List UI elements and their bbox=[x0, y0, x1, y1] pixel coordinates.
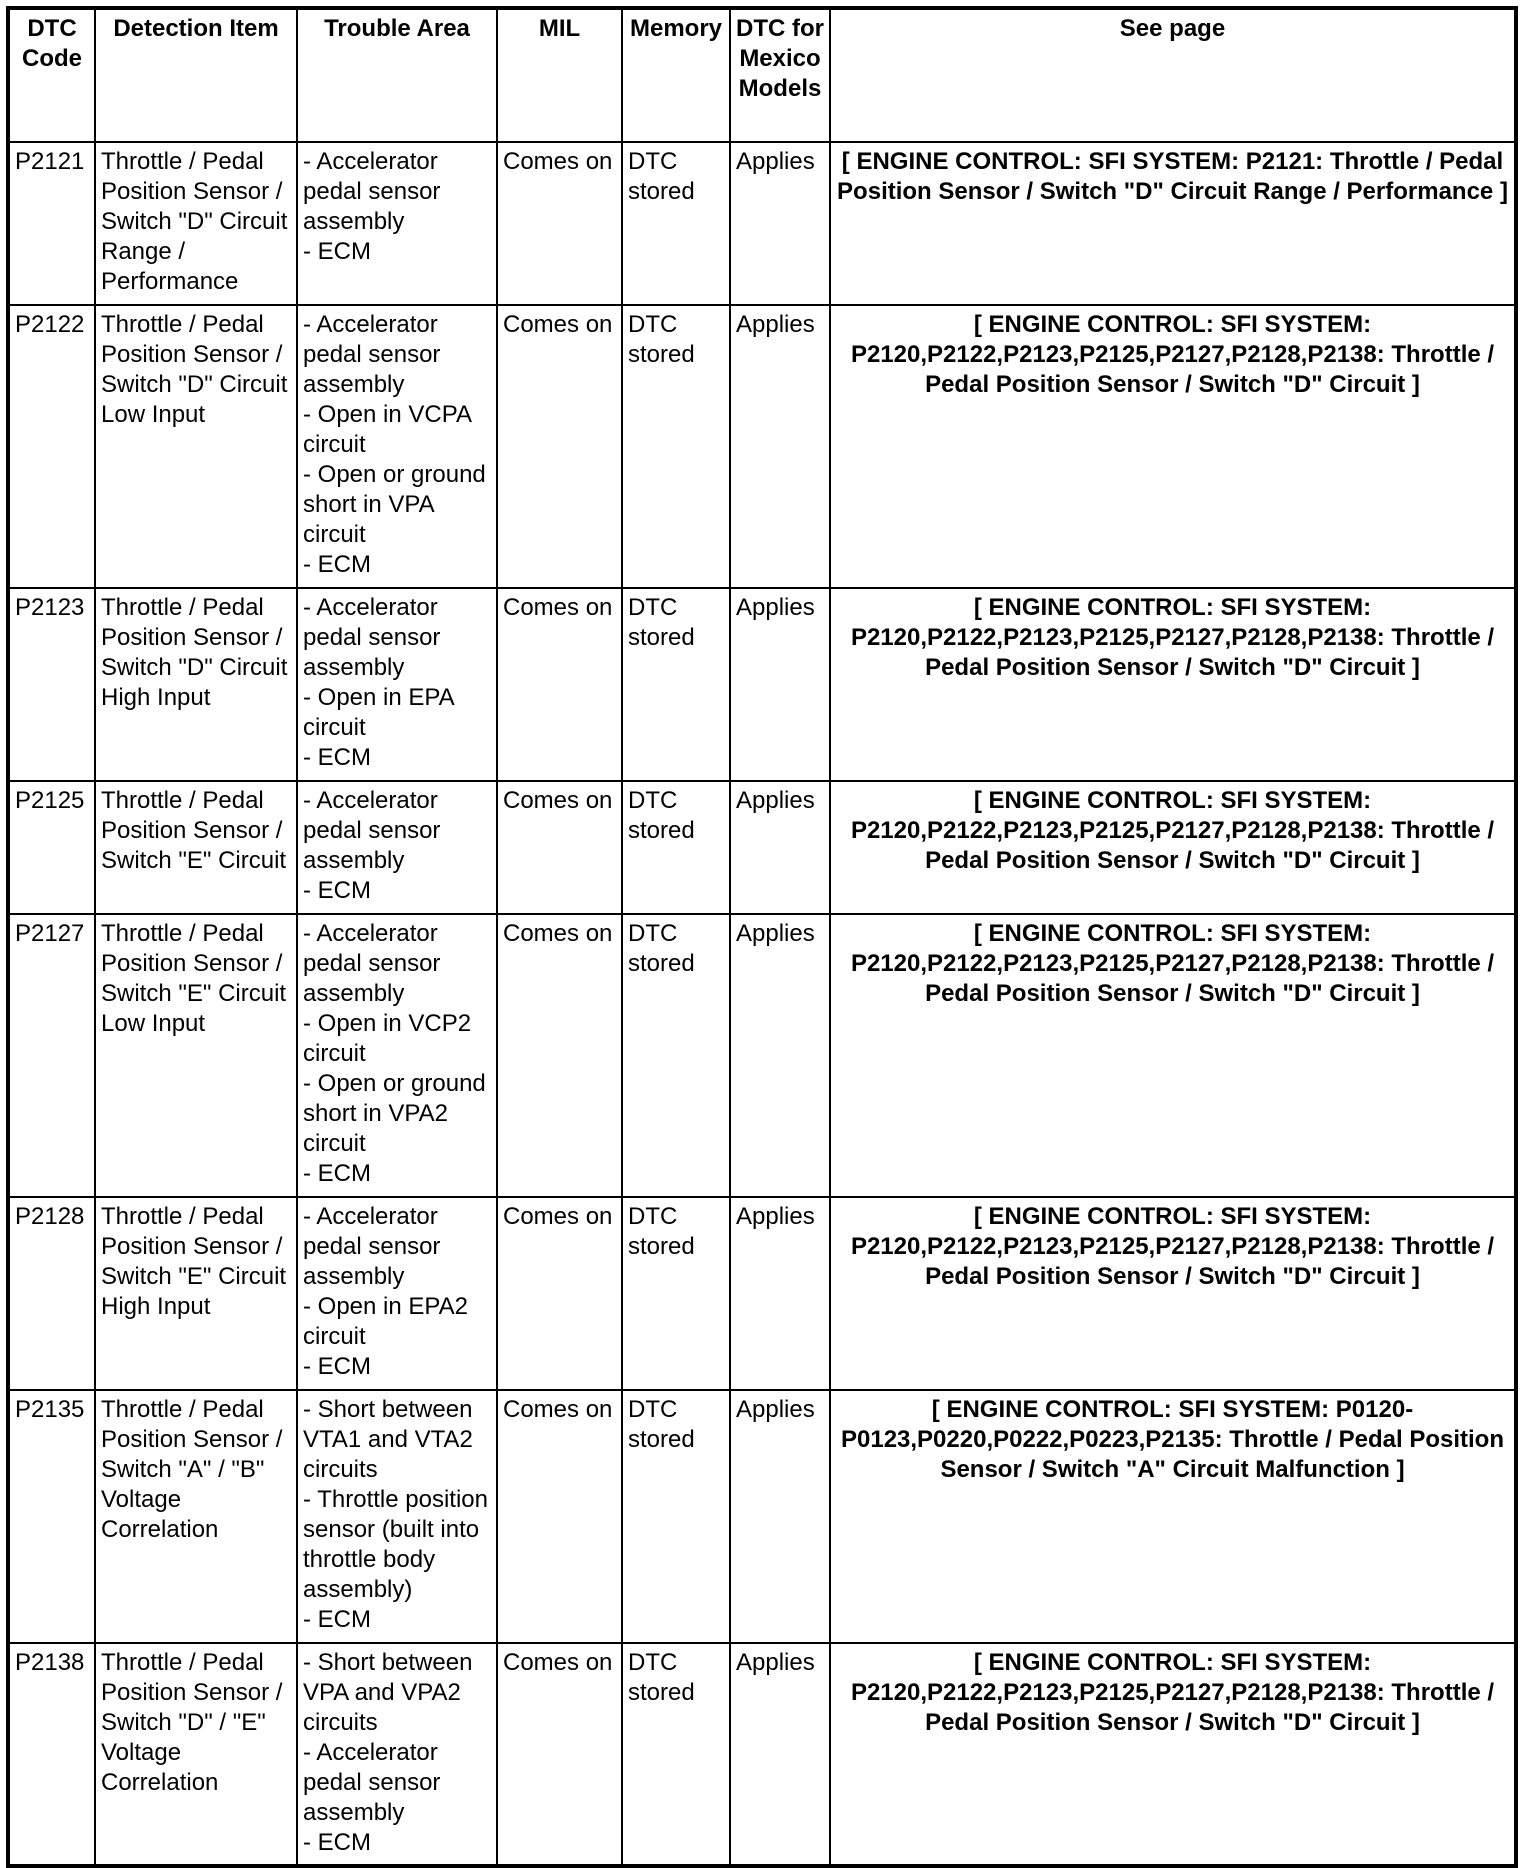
see-page-link[interactable]: [ ENGINE CONTROL: SFI SYSTEM: P2120,P2122,P2123,P2125,P2127,P2128,P2138: Throttle / Pedal Position Sensor / Switch "D" Circuit ] bbox=[830, 1197, 1516, 1390]
table-row bbox=[8, 781, 1516, 914]
mexico-cell: Applies bbox=[730, 1390, 830, 1643]
header-dtc-code: DTC Code bbox=[8, 8, 95, 142]
trouble-area-line: - ECM bbox=[303, 1606, 371, 1633]
see-page-link[interactable]: [ ENGINE CONTROL: SFI SYSTEM: P2120,P2122,P2123,P2125,P2127,P2128,P2138: Throttle / Pedal Position Sensor / Switch "D" Circuit ] bbox=[830, 914, 1516, 1197]
header-see-page: See page bbox=[830, 8, 1516, 142]
table-row bbox=[8, 588, 1516, 781]
dtc-code-cell: P2123 bbox=[8, 588, 95, 781]
see-page-link[interactable]: [ ENGINE CONTROL: SFI SYSTEM: P2120,P2122,P2123,P2125,P2127,P2128,P2138: Throttle / Pedal Position Sensor / Switch "D" Circuit ] bbox=[830, 1643, 1516, 1866]
mexico-cell: Applies bbox=[730, 588, 830, 781]
mexico-cell: Applies bbox=[730, 914, 830, 1197]
trouble-area-line: - Accelerator pedal sensor assembly bbox=[303, 594, 441, 681]
table-body bbox=[8, 142, 1516, 1866]
memory-cell: DTC stored bbox=[622, 1390, 730, 1643]
mexico-cell: Applies bbox=[730, 1197, 830, 1390]
header-dtc-mexico: DTC for Mexico Models bbox=[730, 8, 830, 142]
mil-cell: Comes on bbox=[497, 1197, 622, 1390]
trouble-area-cell bbox=[297, 1197, 497, 1390]
header-mil: MIL bbox=[497, 8, 622, 142]
trouble-area-line: - ECM bbox=[303, 744, 371, 771]
trouble-area-cell bbox=[297, 142, 497, 305]
table-row bbox=[8, 1643, 1516, 1866]
memory-cell: DTC stored bbox=[622, 305, 730, 588]
dtc-table bbox=[6, 6, 1518, 1868]
trouble-area-line: - Throttle position sensor (built into throttle body assembly) bbox=[303, 1486, 488, 1603]
mexico-cell: Applies bbox=[730, 305, 830, 588]
table-row bbox=[8, 1197, 1516, 1390]
memory-cell: DTC stored bbox=[622, 142, 730, 305]
mil-cell: Comes on bbox=[497, 588, 622, 781]
mil-cell: Comes on bbox=[497, 142, 622, 305]
detection-item-cell: Throttle / Pedal Position Sensor / Switch "D" Circuit Range / Performance bbox=[95, 142, 297, 305]
trouble-area-cell bbox=[297, 914, 497, 1197]
table-row bbox=[8, 305, 1516, 588]
header-trouble-area: Trouble Area bbox=[297, 8, 497, 142]
trouble-area-line: - Open in EPA2 circuit bbox=[303, 1293, 468, 1350]
detection-item-cell: Throttle / Pedal Position Sensor / Switch "D" Circuit Low Input bbox=[95, 305, 297, 588]
detection-item-cell: Throttle / Pedal Position Sensor / Switch "E" Circuit Low Input bbox=[95, 914, 297, 1197]
header-memory: Memory bbox=[622, 8, 730, 142]
memory-cell: DTC stored bbox=[622, 588, 730, 781]
trouble-area-line: - Open or ground short in VPA2 circuit bbox=[303, 1070, 486, 1157]
see-page-link[interactable]: [ ENGINE CONTROL: SFI SYSTEM: P2120,P2122,P2123,P2125,P2127,P2128,P2138: Throttle / Pedal Position Sensor / Switch "D" Circuit ] bbox=[830, 305, 1516, 588]
trouble-area-line: - Open or ground short in VPA circuit bbox=[303, 461, 486, 548]
trouble-area-line: - ECM bbox=[303, 1353, 371, 1380]
mil-cell: Comes on bbox=[497, 1643, 622, 1866]
dtc-code-cell: P2127 bbox=[8, 914, 95, 1197]
trouble-area-line: - ECM bbox=[303, 1829, 371, 1856]
trouble-area-line: - ECM bbox=[303, 238, 371, 265]
see-page-link[interactable]: [ ENGINE CONTROL: SFI SYSTEM: P2120,P2122,P2123,P2125,P2127,P2128,P2138: Throttle / Pedal Position Sensor / Switch "D" Circuit ] bbox=[830, 588, 1516, 781]
trouble-area-line: - Accelerator pedal sensor assembly bbox=[303, 787, 441, 874]
trouble-area-line: - ECM bbox=[303, 551, 371, 578]
detection-item-cell: Throttle / Pedal Position Sensor / Switch "E" Circuit High Input bbox=[95, 1197, 297, 1390]
trouble-area-line: - ECM bbox=[303, 877, 371, 904]
trouble-area-line: - Accelerator pedal sensor assembly bbox=[303, 1739, 441, 1826]
dtc-code-cell: P2122 bbox=[8, 305, 95, 588]
dtc-code-cell: P2138 bbox=[8, 1643, 95, 1866]
dtc-code-cell: P2135 bbox=[8, 1390, 95, 1643]
trouble-area-line: - Short between VTA1 and VTA2 circuits bbox=[303, 1396, 473, 1483]
trouble-area-cell bbox=[297, 1390, 497, 1643]
trouble-area-line: - Accelerator pedal sensor assembly bbox=[303, 1203, 441, 1290]
trouble-area-line: - ECM bbox=[303, 1160, 371, 1187]
detection-item-cell: Throttle / Pedal Position Sensor / Switch "D" / "E" Voltage Correlation bbox=[95, 1643, 297, 1866]
trouble-area-line: - Accelerator pedal sensor assembly bbox=[303, 311, 441, 398]
detection-item-cell: Throttle / Pedal Position Sensor / Switch "A" / "B" Voltage Correlation bbox=[95, 1390, 297, 1643]
see-page-link[interactable]: [ ENGINE CONTROL: SFI SYSTEM: P0120-P0123,P0220,P0222,P0223,P2135: Throttle / Pedal Position Sensor / Switch "A" Circuit Malfunction ] bbox=[830, 1390, 1516, 1643]
dtc-code-cell: P2121 bbox=[8, 142, 95, 305]
mil-cell: Comes on bbox=[497, 914, 622, 1197]
table-row bbox=[8, 142, 1516, 305]
trouble-area-cell bbox=[297, 588, 497, 781]
trouble-area-line: - Open in EPA circuit bbox=[303, 684, 454, 741]
header-row bbox=[8, 8, 1516, 142]
memory-cell: DTC stored bbox=[622, 914, 730, 1197]
detection-item-cell: Throttle / Pedal Position Sensor / Switch "D" Circuit High Input bbox=[95, 588, 297, 781]
memory-cell: DTC stored bbox=[622, 1643, 730, 1866]
mil-cell: Comes on bbox=[497, 305, 622, 588]
memory-cell: DTC stored bbox=[622, 1197, 730, 1390]
see-page-link[interactable]: [ ENGINE CONTROL: SFI SYSTEM: P2121: Throttle / Pedal Position Sensor / Switch "D" Circuit Range / Performance ] bbox=[830, 142, 1516, 305]
trouble-area-cell bbox=[297, 781, 497, 914]
mil-cell: Comes on bbox=[497, 781, 622, 914]
detection-item-cell: Throttle / Pedal Position Sensor / Switch "E" Circuit bbox=[95, 781, 297, 914]
trouble-area-line: - Accelerator pedal sensor assembly bbox=[303, 920, 441, 1007]
memory-cell: DTC stored bbox=[622, 781, 730, 914]
see-page-link[interactable]: [ ENGINE CONTROL: SFI SYSTEM: P2120,P2122,P2123,P2125,P2127,P2128,P2138: Throttle / Pedal Position Sensor / Switch "D" Circuit ] bbox=[830, 781, 1516, 914]
trouble-area-cell bbox=[297, 1643, 497, 1866]
trouble-area-cell bbox=[297, 305, 497, 588]
table-row bbox=[8, 1390, 1516, 1643]
header-detection-item: Detection Item bbox=[95, 8, 297, 142]
trouble-area-line: - Open in VCP2 circuit bbox=[303, 1010, 472, 1067]
dtc-code-cell: P2125 bbox=[8, 781, 95, 914]
trouble-area-line: - Open in VCPA circuit bbox=[303, 401, 471, 458]
mexico-cell: Applies bbox=[730, 781, 830, 914]
trouble-area-line: - Accelerator pedal sensor assembly bbox=[303, 148, 441, 235]
dtc-code-cell: P2128 bbox=[8, 1197, 95, 1390]
mexico-cell: Applies bbox=[730, 142, 830, 305]
mexico-cell: Applies bbox=[730, 1643, 830, 1866]
mil-cell: Comes on bbox=[497, 1390, 622, 1643]
table-row bbox=[8, 914, 1516, 1197]
trouble-area-line: - Short between VPA and VPA2 circuits bbox=[303, 1649, 473, 1736]
